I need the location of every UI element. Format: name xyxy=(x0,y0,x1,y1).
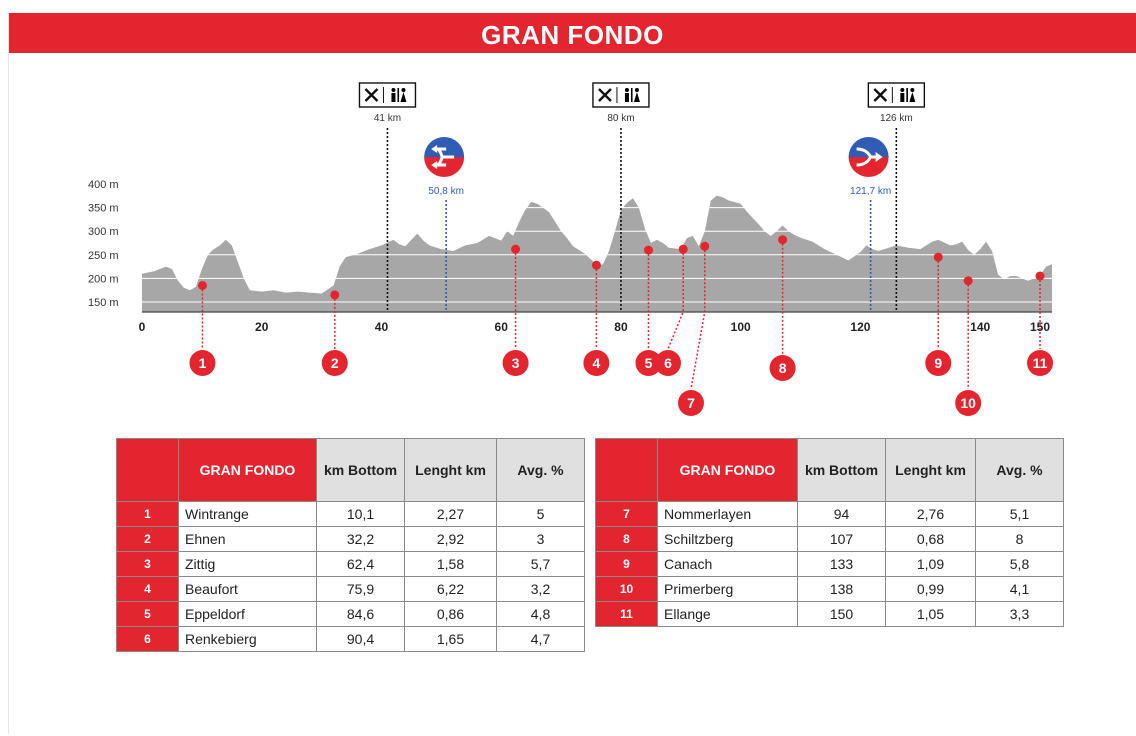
toilet-icon-body xyxy=(625,93,629,102)
table-row xyxy=(596,552,1064,577)
icon-bottom-half xyxy=(424,157,464,177)
table-row xyxy=(117,627,585,652)
table-header-row xyxy=(117,439,585,502)
header-km-bottom: km Bottom xyxy=(317,439,405,502)
y-tick-label: 250 m xyxy=(88,249,119,262)
climb-km-bottom: 90,4 xyxy=(317,627,405,652)
x-tick-label: 80 xyxy=(614,320,628,334)
table-row xyxy=(117,602,585,627)
climb-km-bottom: 32,2 xyxy=(317,527,405,552)
toilet-icon-divider xyxy=(397,88,399,102)
route-split-km-label: 50,8 km xyxy=(428,186,464,197)
climb-km-bottom: 133 xyxy=(798,552,886,577)
climb-km-bottom: 10,1 xyxy=(317,502,405,527)
climb-marker xyxy=(198,281,207,290)
climb-km-bottom: 94 xyxy=(798,502,886,527)
climb-marker xyxy=(592,261,601,270)
climb-number: 4 xyxy=(117,577,179,602)
climb-number: 7 xyxy=(596,502,658,527)
climb-marker xyxy=(934,253,943,262)
header-km-bottom: km Bottom xyxy=(798,439,886,502)
table-row xyxy=(117,577,585,602)
climb-length: 1,58 xyxy=(405,552,497,577)
climb-name: Eppeldorf xyxy=(179,602,317,627)
climb-number: 11 xyxy=(596,602,658,627)
header-length: Lenght km xyxy=(405,439,497,502)
climb-name: Nommerlayen xyxy=(658,502,798,527)
climb-badge-number: 4 xyxy=(592,355,601,371)
toilet-icon-divider xyxy=(631,88,633,102)
climb-avg-gradient: 3,3 xyxy=(976,602,1064,627)
climb-badge-number: 7 xyxy=(687,395,695,411)
climb-badge-number: 11 xyxy=(1032,355,1048,371)
x-tick-label: 40 xyxy=(374,320,389,334)
climb-length: 0,99 xyxy=(886,577,976,602)
page-title: GRAN FONDO xyxy=(481,20,664,50)
table-row xyxy=(596,577,1064,602)
climb-marker xyxy=(330,290,339,299)
climb-badge-number: 8 xyxy=(778,360,787,376)
climb-name: Canach xyxy=(658,552,798,577)
climb-length: 1,05 xyxy=(886,602,976,627)
feed-station-icon xyxy=(593,83,649,107)
header-name: GRAN FONDO xyxy=(658,439,798,502)
climb-badge-number: 6 xyxy=(664,355,672,371)
climbs-table-left xyxy=(116,438,585,652)
climb-avg-gradient: 3,2 xyxy=(497,577,585,602)
climb-marker xyxy=(1036,272,1045,281)
climb-km-bottom: 62,4 xyxy=(317,552,405,577)
feed-station-box xyxy=(593,83,649,107)
climb-avg-gradient: 4,1 xyxy=(976,577,1064,602)
climb-length: 6,22 xyxy=(405,577,497,602)
route-merge-icon xyxy=(849,137,889,177)
climb-km-bottom: 138 xyxy=(798,577,886,602)
climb-name: Primerberg xyxy=(658,577,798,602)
x-tick-label: 150 xyxy=(1030,320,1051,334)
toilet-icon xyxy=(401,88,405,92)
toilet-icon xyxy=(635,88,639,92)
y-tick-label: 200 m xyxy=(88,273,119,286)
climb-km-bottom: 84,6 xyxy=(317,602,405,627)
climb-badge-number: 1 xyxy=(198,355,207,371)
climb-avg-gradient: 5 xyxy=(497,502,585,527)
climb-badge-number: 9 xyxy=(934,355,943,371)
climb-length: 0,86 xyxy=(405,602,497,627)
y-tick-label: 300 m xyxy=(88,226,119,239)
climb-length: 2,27 xyxy=(405,502,497,527)
climb-length: 1,65 xyxy=(405,627,497,652)
climb-number: 8 xyxy=(596,527,658,552)
climb-km-bottom: 75,9 xyxy=(317,577,405,602)
climb-badge-number: 5 xyxy=(644,355,653,371)
x-tick-label: 120 xyxy=(850,320,871,334)
climb-avg-gradient: 5,1 xyxy=(976,502,1064,527)
toilet-icon-body xyxy=(900,93,904,102)
climb-name: Wintrange xyxy=(179,502,317,527)
table-row xyxy=(596,527,1064,552)
climb-badge-number: 2 xyxy=(330,355,339,371)
climb-length: 2,76 xyxy=(886,502,976,527)
climb-badge-number: 10 xyxy=(960,395,976,411)
climb-number: 6 xyxy=(117,627,179,652)
climb-number: 5 xyxy=(117,602,179,627)
climb-number: 1 xyxy=(117,502,179,527)
header-number xyxy=(596,439,658,502)
climb-marker xyxy=(778,235,787,244)
climb-name: Ehnen xyxy=(179,527,317,552)
climb-name: Schiltzberg xyxy=(658,527,798,552)
climb-length: 1,09 xyxy=(886,552,976,577)
climb-avg-gradient: 4,8 xyxy=(497,602,585,627)
toilet-icon-body xyxy=(391,93,395,102)
table-row xyxy=(596,502,1064,527)
climb-number: 2 xyxy=(117,527,179,552)
table-header-row xyxy=(596,439,1064,502)
x-tick-label: 100 xyxy=(730,320,751,334)
x-tick-label: 60 xyxy=(494,320,508,334)
x-tick-label: 20 xyxy=(255,320,269,334)
header-name: GRAN FONDO xyxy=(179,439,317,502)
climb-name: Zittig xyxy=(179,552,317,577)
climb-marker xyxy=(679,245,688,254)
feed-station-km-label: 126 km xyxy=(879,113,913,124)
y-tick-label: 150 m xyxy=(88,297,119,309)
climb-avg-gradient: 4,7 xyxy=(497,627,585,652)
header-length: Lenght km xyxy=(886,439,976,502)
climb-km-bottom: 150 xyxy=(798,602,886,627)
feed-station-km-label: 41 km xyxy=(373,113,402,124)
climb-length: 2,92 xyxy=(405,527,497,552)
climb-avg-gradient: 8 xyxy=(976,527,1064,552)
feed-station-icon xyxy=(868,83,924,107)
y-tick-label: 350 m xyxy=(88,202,119,215)
toilet-icon-divider xyxy=(906,88,908,102)
route-split-km-label: 121,7 km xyxy=(850,186,892,197)
climb-number: 9 xyxy=(596,552,658,577)
climb-km-bottom: 107 xyxy=(798,527,886,552)
x-tick-label: 0 xyxy=(138,320,146,334)
header-number xyxy=(117,439,179,502)
table-row xyxy=(117,527,585,552)
table-row xyxy=(596,602,1064,627)
route-split-icon xyxy=(424,137,464,177)
climb-marker xyxy=(700,242,709,251)
toilet-icon xyxy=(625,88,629,92)
toilet-icon xyxy=(391,88,395,92)
climb-badge-number: 3 xyxy=(511,355,520,371)
climb-number: 3 xyxy=(117,552,179,577)
feed-station-box xyxy=(868,83,924,107)
y-tick-label: 400 m xyxy=(88,179,119,191)
table-row xyxy=(117,552,585,577)
table-row xyxy=(117,502,585,527)
climb-marker xyxy=(644,246,653,255)
icon-top-half xyxy=(424,137,464,157)
climb-avg-gradient: 5,8 xyxy=(976,552,1064,577)
header-avg: Avg. % xyxy=(497,439,585,502)
feed-station-icon xyxy=(359,83,415,107)
header-avg: Avg. % xyxy=(976,439,1064,502)
climb-length: 0,68 xyxy=(886,527,976,552)
climb-name: Beaufort xyxy=(179,577,317,602)
toilet-icon xyxy=(910,88,914,92)
climb-avg-gradient: 3 xyxy=(497,527,585,552)
feed-station-km-label: 80 km xyxy=(607,113,635,124)
climbs-table-right xyxy=(595,438,1064,627)
toilet-icon xyxy=(900,88,904,92)
climb-avg-gradient: 5,7 xyxy=(497,552,585,577)
feed-station-box xyxy=(359,83,415,107)
climb-marker xyxy=(511,245,520,254)
climb-name: Ellange xyxy=(658,602,798,627)
climb-number: 10 xyxy=(596,577,658,602)
climb-marker xyxy=(964,276,973,285)
x-tick-label: 140 xyxy=(970,320,991,334)
climb-name: Renkebierg xyxy=(179,627,317,652)
